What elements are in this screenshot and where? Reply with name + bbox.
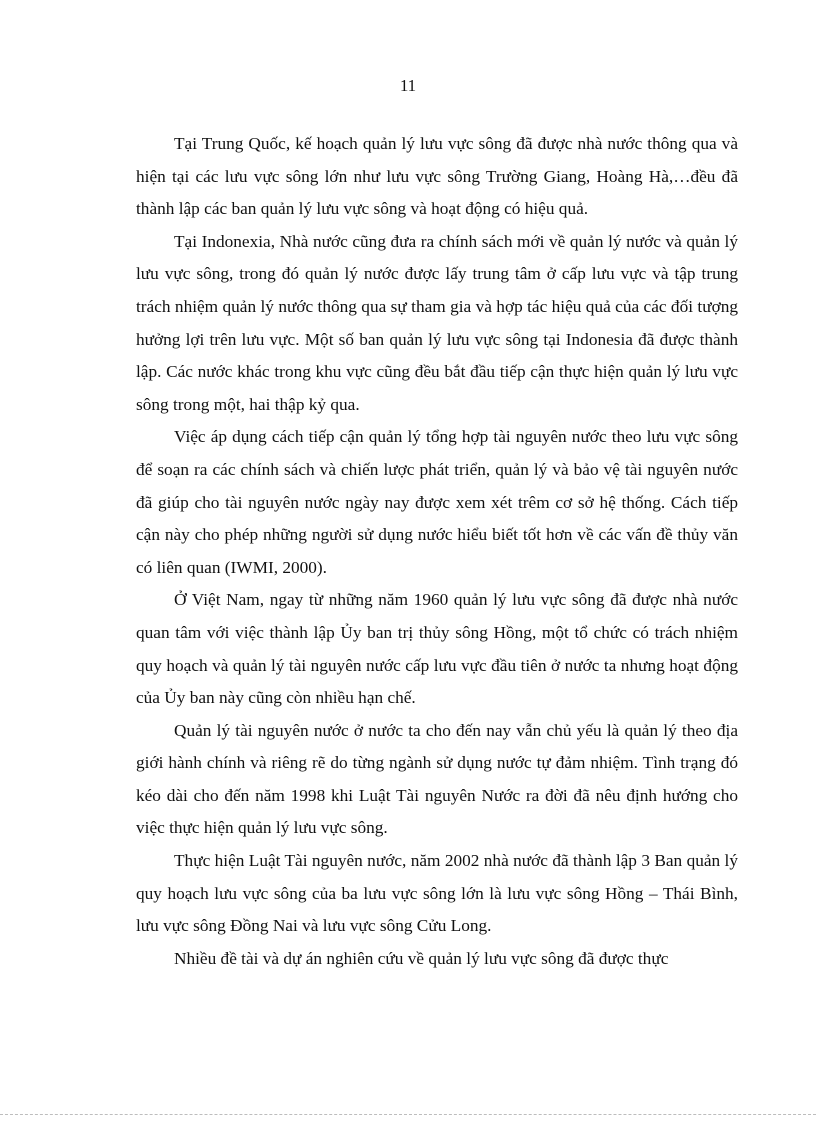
paragraph-indonesia: Tại Indonexia, Nhà nước cũng đưa ra chính sách mới về quản lý nước và quản lý lưu vực sông, trong đó quản lý nước được lấy trung tâm ở cấp lưu vực và tập trung trách nhiệm quản lý nước thông qua sự tham gia và hợp tác hiệu quả của các đối tượng hưởng lợi trên lưu vực. Một số ban quản lý lưu vực sông tại Indonesia đã được thành lập. Các nước khác trong khu vực cũng đều bắt đầu tiếp cận thực hiện quản lý lưu vực sông trong một, hai thập kỷ qua.	[136, 231, 738, 414]
paragraph-china: Tại Trung Quốc, kế hoạch quản lý lưu vực sông đã được nhà nước thông qua và hiện tại các lưu vực sông lớn như lưu vực sông Trường Giang, Hoàng Hà,…đều đã thành lập các ban quản lý lưu vực sông và hoạt động có hiệu quả.	[136, 134, 738, 219]
page-bottom-divider	[0, 1114, 816, 1115]
page-number: 11	[399, 76, 417, 95]
paragraph-vietnam-history: Ở Việt Nam, ngay từ những năm 1960 quản lý lưu vực sông đã được nhà nước quan tâm với việc thành lập Ủy ban trị thủy sông Hồng, một tổ chức có trách nhiệm quy hoạch và quản lý tài nguyên nước cấp lưu vực đầu tiên ở nước ta nhưng hoạt động của Ủy ban này cũng còn nhiều hạn chế.	[136, 590, 738, 708]
paragraph-administrative-management: Quản lý tài nguyên nước ở nước ta cho đến nay vẫn chủ yếu là quản lý theo địa giới hành chính và riêng rẽ do từng ngành sử dụng nước tự đảm nhiệm. Tình trạng đó kéo dài cho đến năm 1998 khi Luật Tài nguyên Nước ra đời đã nêu định hướng cho việc thực hiện quản lý lưu vực sông.	[136, 720, 738, 838]
paragraph-research-projects: Nhiều đề tài và dự án nghiên cứu về quản lý lưu vực sông đã được thực	[174, 948, 669, 968]
paragraph-water-law: Thực hiện Luật Tài nguyên nước, năm 2002 nhà nước đã thành lập 3 Ban quản lý quy hoạch lưu vực sông của ba lưu vực sông lớn là lưu vực sông Hồng – Thái Bình, lưu vực sông Đồng Nai và lưu vực sông Cửu Long.	[136, 851, 738, 936]
paragraph-integrated-approach: Việc áp dụng cách tiếp cận quản lý tổng hợp tài nguyên nước theo lưu vực sông để soạn ra các chính sách và chiến lược phát triển, quản lý và bảo vệ tài nguyên nước đã giúp cho tài nguyên nước ngày nay được xem xét trêm cơ sở hệ thống. Cách tiếp cận này cho phép những người sử dụng nước hiểu biết tốt hơn về các vấn đề thủy văn có liên quan (IWMI, 2000).	[136, 427, 738, 577]
body-text	[136, 128, 738, 975]
